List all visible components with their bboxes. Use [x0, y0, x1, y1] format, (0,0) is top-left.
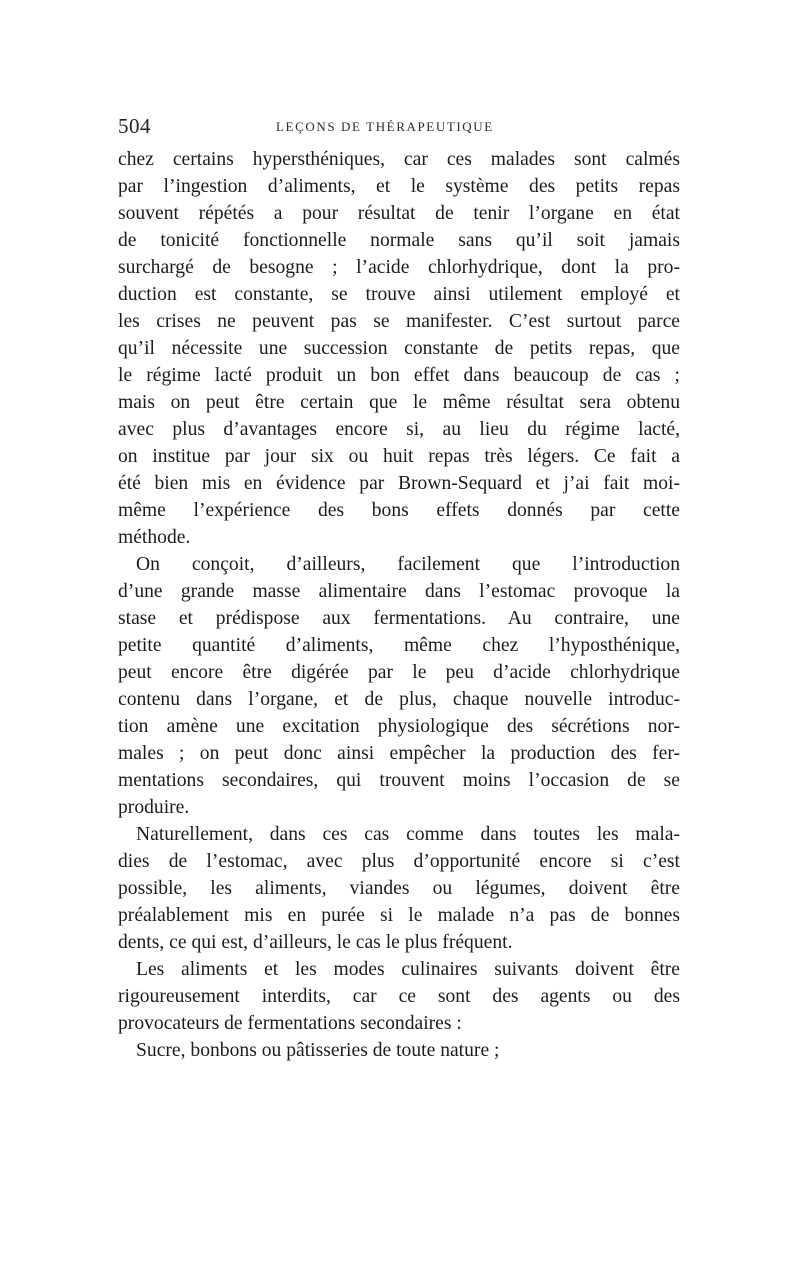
text-line: provocateurs de fermentations secondaires :	[118, 1013, 462, 1034]
text-line: dents, ce qui est, d’ailleurs, le cas le plus fréquent.	[118, 932, 513, 953]
text-line: duction est constante, se trouve ainsi utilement employé et	[118, 284, 680, 305]
text-line: dies de l’estomac, avec plus d’opportunité encore si c’est	[118, 851, 680, 872]
text-line: souvent répétés a pour résultat de tenir l’organe en état	[118, 203, 680, 224]
text-line: tion amène une excitation physiologique des sécrétions nor-	[118, 716, 680, 737]
text-line: Naturellement, dans ces cas comme dans toutes les mala-	[136, 824, 680, 845]
text-line: Sucre, bonbons ou pâtisseries de toute nature ;	[136, 1040, 500, 1061]
text-line: mais on peut être certain que le même résultat sera obtenu	[118, 392, 680, 413]
text-line: mentations secondaires, qui trouvent moins l’occasion de se	[118, 770, 680, 791]
text-line: petite quantité d’aliments, même chez l’hyposthénique,	[118, 635, 680, 656]
text-line: même l’expérience des bons effets donnés par cette	[118, 500, 680, 521]
text-line: stase et prédispose aux fermentations. Au contraire, une	[118, 608, 680, 629]
running-title: LEÇONS DE THÉRAPEUTIQUE	[276, 119, 494, 134]
text-line: chez certains hypersthéniques, car ces malades sont calmés	[118, 149, 680, 170]
text-line: par l’ingestion d’aliments, et le système des petits repas	[118, 176, 680, 197]
text-line: été bien mis en évidence par Brown-Sequard et j’ai fait moi-	[118, 473, 680, 494]
text-line: le régime lacté produit un bon effet dans beaucoup de cas ;	[118, 365, 680, 386]
text-line: les crises ne peuvent pas se manifester. C’est surtout parce	[118, 311, 680, 332]
text-line: préalablement mis en purée si le malade n’a pas de bonnes	[118, 905, 680, 926]
body-text	[118, 146, 680, 1064]
text-line: On conçoit, d’ailleurs, facilement que l’introduction	[136, 554, 680, 575]
text-line: contenu dans l’organe, et de plus, chaque nouvelle introduc-	[118, 689, 680, 710]
page-number: 504	[118, 114, 151, 138]
text-line: d’une grande masse alimentaire dans l’estomac provoque la	[118, 581, 680, 602]
text-line: surchargé de besogne ; l’acide chlorhydrique, dont la pro-	[118, 257, 680, 278]
text-line: peut encore être digérée par le peu d’acide chlorhydrique	[118, 662, 680, 683]
text-line: avec plus d’avantages encore si, au lieu du régime lacté,	[118, 419, 680, 440]
text-line: possible, les aliments, viandes ou légumes, doivent être	[118, 878, 680, 899]
text-line: de tonicité fonctionnelle normale sans qu’il soit jamais	[118, 230, 680, 251]
text-line: Les aliments et les modes culinaires suivants doivent être	[136, 959, 680, 980]
text-line: on institue par jour six ou huit repas très légers. Ce fait a	[118, 446, 680, 467]
text-line: méthode.	[118, 527, 191, 548]
text-line: rigoureusement interdits, car ce sont des agents ou des	[118, 986, 680, 1007]
text-line: produire.	[118, 797, 190, 818]
text-line: qu’il nécessite une succession constante de petits repas, que	[118, 338, 680, 359]
page-header	[118, 114, 680, 142]
text-line: males ; on peut donc ainsi empêcher la production des fer-	[118, 743, 680, 764]
